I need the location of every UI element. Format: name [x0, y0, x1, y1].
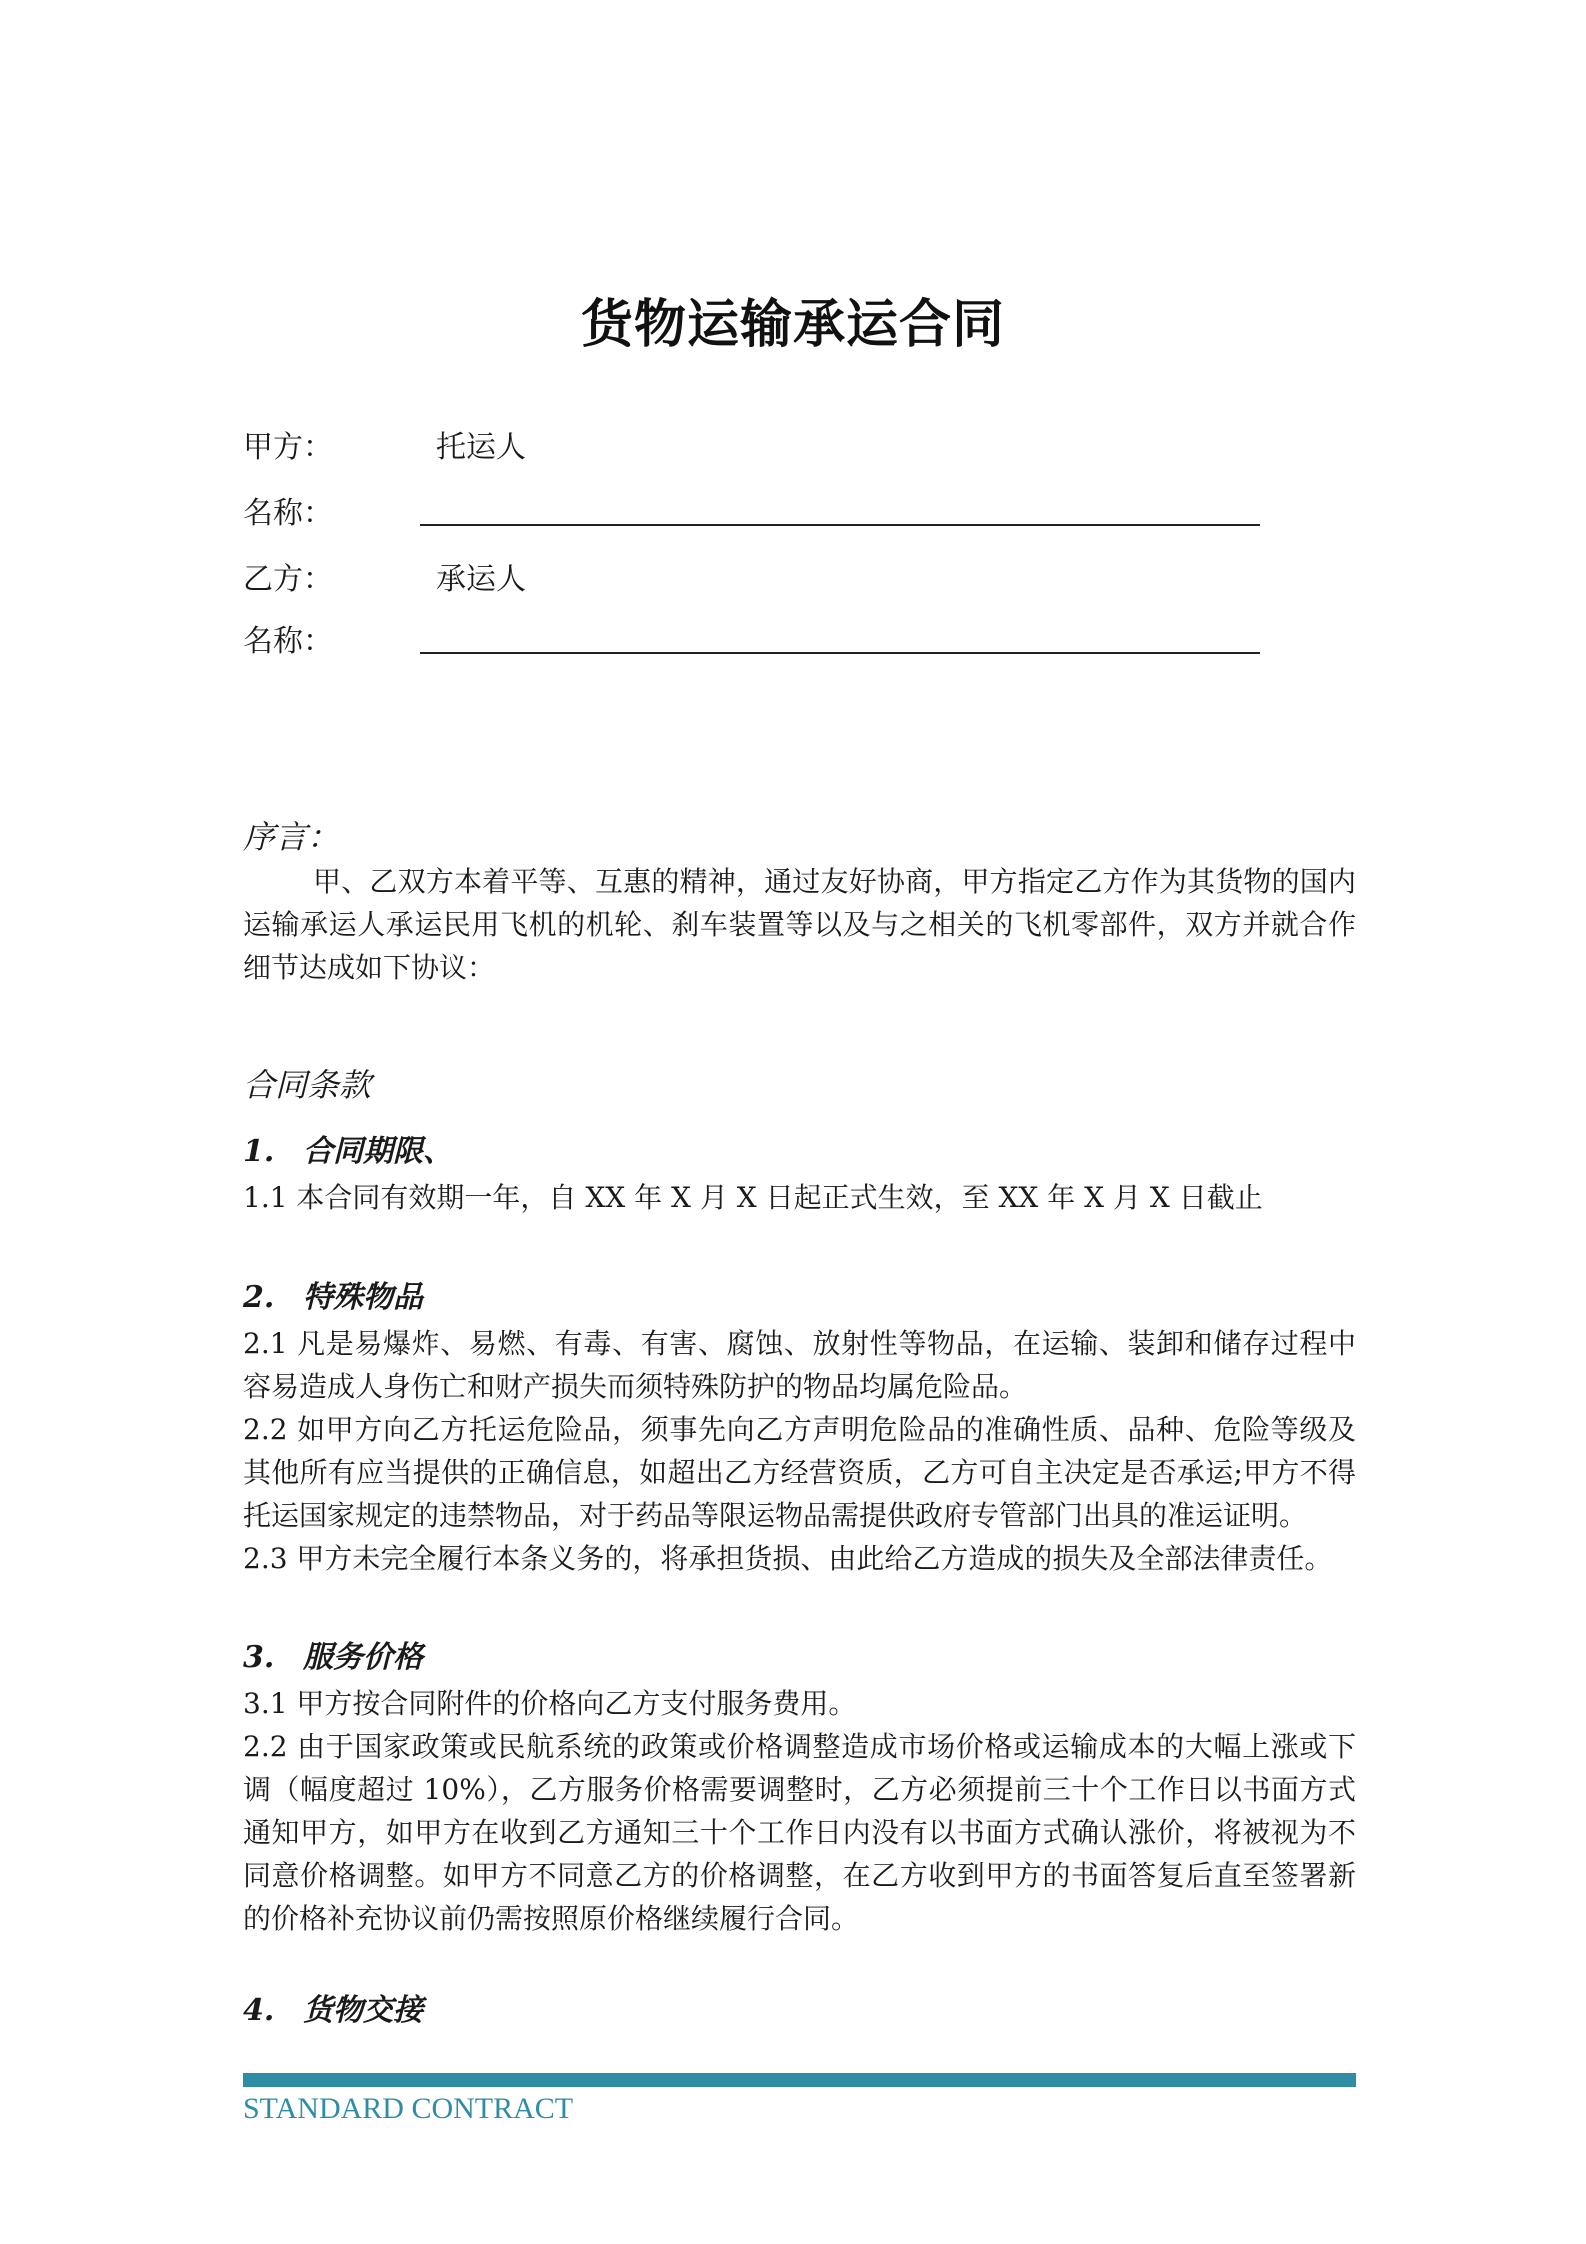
section-3-number: 3.: [243, 1640, 275, 1675]
party-b-label: 乙方：: [243, 562, 333, 597]
party-a-name-line: [420, 524, 1260, 526]
party-a-value: 托运人: [436, 430, 526, 465]
party-b-name-label: 名称：: [243, 624, 333, 659]
clause-2-1: 2.1 凡是易爆炸、易燃、有毒、有害、腐蚀、放射性等物品，在运输、装卸和储存过程中容易造成人身伤亡和财产损失而须特殊防护的物品均属危险品。: [243, 1327, 1356, 1403]
section-4-number: 4.: [243, 1993, 275, 2028]
clause-3-2: 2.2 由于国家政策或民航系统的政策或价格调整造成市场价格或运输成本的大幅上涨或下调（幅度超过 10%），乙方服务价格需要调整时，乙方必须提前三十个工作日以书面方式通知甲方，如甲方在收到乙方通知三十个工作日内没有以书面方式确认涨价，将被视为不同意价格调整。如甲方不同意乙方的价格调整，在乙方收到甲方的书面答复后直至签署新的价格补充协议前仍需按照原价格继续履行合同。: [243, 1730, 1356, 1935]
clause-1-1: 1.1 本合同有效期一年，自 XX 年 X 月 X 日起正式生效，至 XX 年 X 月 X 日截止: [243, 1181, 1263, 1214]
terms-heading: 合同条款: [243, 1066, 372, 1104]
party-b-value: 承运人: [436, 562, 526, 597]
preface-heading: 序言：: [243, 818, 340, 856]
clause-3-1: 3.1 甲方按合同附件的价格向乙方支付服务费用。: [243, 1687, 857, 1720]
section-1-title: 合同期限、: [303, 1134, 453, 1169]
section-2-title: 特殊物品: [303, 1280, 423, 1315]
section-3-heading: [243, 1632, 423, 1676]
footer-accent-bar: [243, 2073, 1356, 2087]
document-title: 货物运输承运合同: [580, 295, 1005, 355]
section-1-number: 1.: [243, 1134, 275, 1169]
section-1-heading: [243, 1126, 453, 1170]
party-b-name-line: [420, 652, 1260, 654]
party-a-label: 甲方：: [243, 430, 333, 465]
clause-2-3: 2.3 甲方未完全履行本条义务的，将承担货损、由此给乙方造成的损失及全部法律责任。: [243, 1542, 1333, 1575]
section-4-title: 货物交接: [303, 1993, 423, 2028]
section-4-heading: [243, 1985, 423, 2029]
footer-text: STANDARD CONTRACT: [243, 2092, 574, 2125]
clause-2-2: 2.2 如甲方向乙方托运危险品，须事先向乙方声明危险品的准确性质、品种、危险等级及其他所有应当提供的正确信息，如超出乙方经营资质，乙方可自主决定是否承运;甲方不得托运国家规定的违禁物品，对于药品等限运物品需提供政府专管部门出具的准运证明。: [243, 1413, 1356, 1532]
section-2-number: 2.: [243, 1280, 275, 1315]
section-2-heading: [243, 1272, 423, 1316]
section-3-title: 服务价格: [303, 1640, 423, 1675]
party-a-name-label: 名称：: [243, 496, 333, 531]
preface-text: 甲、乙双方本着平等、互惠的精神，通过友好协商，甲方指定乙方作为其货物的国内运输承运人承运民用飞机的机轮、刹车装置等以及与之相关的飞机零部件，双方并就合作细节达成如下协议：: [243, 865, 1356, 984]
